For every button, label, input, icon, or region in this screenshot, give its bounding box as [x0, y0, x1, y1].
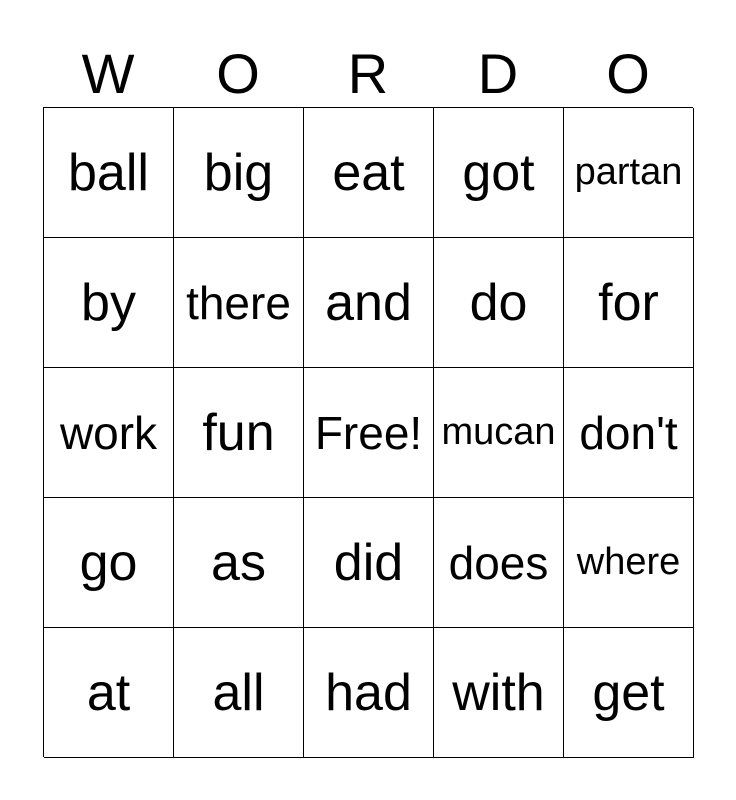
bingo-cell[interactable]: all	[174, 628, 304, 758]
bingo-cell[interactable]: partan	[564, 108, 694, 238]
bingo-cell[interactable]: don't	[564, 368, 694, 498]
bingo-cell[interactable]: there	[174, 238, 304, 368]
free-space-cell[interactable]: Free!	[304, 368, 434, 498]
bingo-cell[interactable]: big	[174, 108, 304, 238]
bingo-cell[interactable]: for	[564, 238, 694, 368]
header-letter: D	[477, 42, 519, 105]
bingo-cell[interactable]: and	[304, 238, 434, 368]
bingo-cell[interactable]: with	[434, 628, 564, 758]
bingo-cell[interactable]: where	[564, 498, 694, 628]
header-letter: O	[216, 42, 260, 105]
bingo-cell[interactable]: at	[44, 628, 174, 758]
bingo-cell[interactable]: do	[434, 238, 564, 368]
bingo-cell[interactable]: fun	[174, 368, 304, 498]
header-letter: R	[347, 42, 389, 105]
bingo-cell[interactable]: does	[434, 498, 564, 628]
bingo-cell[interactable]: mucan	[434, 368, 564, 498]
bingo-cell[interactable]: got	[434, 108, 564, 238]
header-letter: W	[81, 42, 135, 105]
bingo-cell[interactable]: get	[564, 628, 694, 758]
header-letter: O	[606, 42, 650, 105]
bingo-cell[interactable]: eat	[304, 108, 434, 238]
bingo-cell[interactable]: did	[304, 498, 434, 628]
bingo-board	[43, 107, 693, 757]
bingo-cell[interactable]: as	[174, 498, 304, 628]
bingo-cell[interactable]: work	[44, 368, 174, 498]
bingo-header	[43, 40, 693, 108]
bingo-cell[interactable]: ball	[44, 108, 174, 238]
bingo-cell[interactable]: had	[304, 628, 434, 758]
bingo-cell[interactable]: by	[44, 238, 174, 368]
bingo-cell[interactable]: go	[44, 498, 174, 628]
